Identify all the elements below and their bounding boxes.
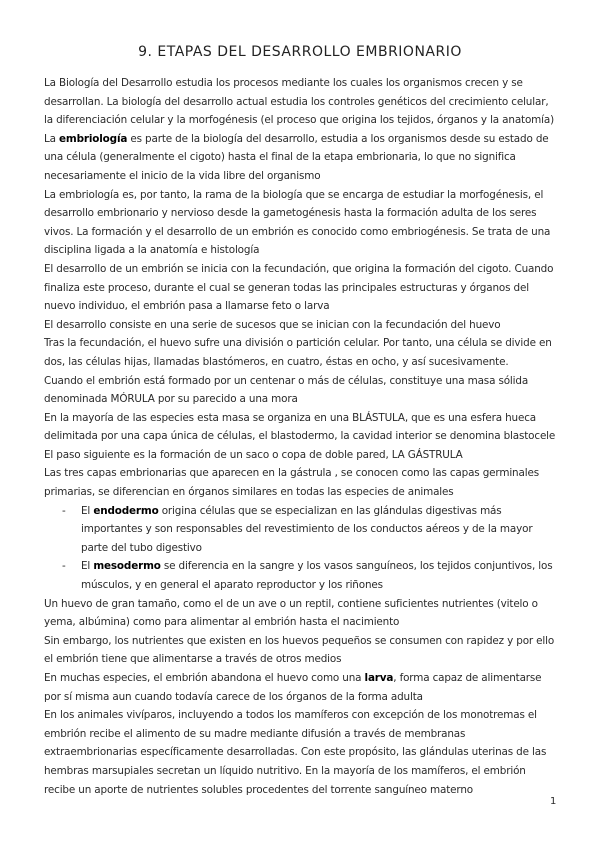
text-run: es parte de la biología del desarrollo, estudia a los organismos desde su estado de una célula (generalmente el cigoto) hasta el final de la etapa embrionaria, lo que no significa necesariamente el inicio de la vida libre del organismo [44, 132, 549, 182]
paragraph [44, 130, 558, 186]
text-run: Sin embargo, los nutrientes que existen en los huevos pequeños se consumen con rapidez y por ello el embrión tiene que alimentarse a través de otros medios [44, 634, 555, 666]
text-run: En la mayoría de las especies esta masa se organiza en una BLÁSTULA, que es una esfera hueca delimitada por una capa única de células, el blastodermo, la cavidad interior se denomina blastocele [44, 411, 556, 443]
paragraph [44, 446, 558, 465]
bullet-dash: - [62, 560, 66, 573]
text-run: La embriología es, por tanto, la rama de la biología que se encarga de estudiar la morfogénesis, el desarrollo embrionario y nervioso desde la gametogénesis hasta la formación adulta de los seres vivos. La formación y el desarrollo de un embrión es conocido como embriogénesis. Se trata de una disciplina ligada a la anatomía e histología [44, 188, 551, 257]
paragraph [44, 334, 558, 371]
paragraph [44, 706, 558, 799]
text-run: , forma capaz de alimentarse por sí misma aun cuando todavía carece de los órganos de la forma adulta [44, 672, 542, 703]
paragraph [44, 409, 558, 446]
text-run: El [81, 504, 94, 517]
paragraph [44, 260, 558, 316]
text-run: Cuando el embrión está formado por un centenar o más de células, constituye una masa sólida denominada MÓRULA por su parecido a una mora [44, 374, 529, 406]
document-body [44, 74, 558, 799]
bullet-item [44, 502, 558, 558]
text-run: En los animales vivíparos, incluyendo a todos los mamíferos con excepción de los monotremas el embrión recibe el alimento de su madre mediante difusión a través de membranas extraembrionarias específicamente desarrolladas. Con este propósito, las glándulas uterinas de las hembras marsupiales secretan un líquido nutritivo. En la mayoría de los mamíferos, el embrión recibe un aporte de nutrientes solubles procedentes del torrente sanguíneo materno [44, 709, 547, 796]
text-run: La [44, 132, 60, 145]
paragraph [44, 186, 558, 260]
paragraph [44, 316, 558, 335]
bold-term: larva [364, 672, 394, 684]
bold-term: endodermo [93, 504, 159, 517]
bullet-item [44, 557, 558, 594]
text-run: origina células que se especializan en las glándulas digestivas más importantes y son responsables del revestimiento de los conductos aéreos y de la mayor parte del tubo digestivo [81, 504, 533, 554]
paragraph [44, 595, 558, 632]
text-run: La Biología del Desarrollo estudia los procesos mediante los cuales los organismos crecen y se desarrollan. La biología del desarrollo actual estudia los controles genéticos del crecimiento celular, la diferenciación celular y la morfogénesis (el proceso que origina los tejidos, órganos y la anatomía) [44, 77, 555, 127]
bold-term: embriología [59, 132, 128, 145]
page-title: 9. ETAPAS DEL DESARROLLO EMBRIONARIO [138, 44, 462, 60]
text-run: El [81, 560, 94, 573]
text-run: se diferencia en la sangre y los vasos sanguíneos, los tejidos conjuntivos, los músculos, y en general el aparato reproductor y los riñones [81, 560, 553, 592]
text-run: El desarrollo de un embrión se inicia con la fecundación, que origina la formación del cigoto. Cuando finaliza este proceso, durante el cual se generan todas las principales estructuras y órganos del nuevo individuo, el embrión pasa a llamarse feto o larva [44, 262, 554, 313]
page-number: 1 [550, 796, 557, 807]
bullet-dash: - [62, 504, 66, 517]
text-run: El paso siguiente es la formación de un saco o copa de doble pared, LA GÁSTRULA [44, 448, 463, 461]
text-run: El desarrollo consiste en una serie de sucesos que se inician con la fecundación del huevo [44, 318, 501, 331]
text-run: Tras la fecundación, el huevo sufre una división o partición celular. Por tanto, una célula se divide en dos, las células hijas, llamadas blastómeros, en cuatro, éstas en ocho, y así sucesivamente. [44, 337, 552, 368]
text-run: Un huevo de gran tamaño, como el de un ave o un reptil, contiene suficientes nutrientes (vitelo o yema, albúmina) como para alimentar al embrión hasta el nacimiento [44, 597, 538, 629]
bold-term: mesodermo [93, 560, 161, 573]
paragraph [44, 632, 558, 669]
paragraph [44, 74, 558, 130]
text-run: Las tres capas embrionarias que aparecen en la gástrula , se conocen como las capas germinales primarias, se diferencian en órganos similares en todas las especies de animales [44, 467, 539, 499]
paragraph [44, 669, 558, 706]
paragraph [44, 464, 558, 501]
text-run: En muchas especies, el embrión abandona el huevo como una [44, 672, 365, 684]
paragraph [44, 372, 558, 409]
